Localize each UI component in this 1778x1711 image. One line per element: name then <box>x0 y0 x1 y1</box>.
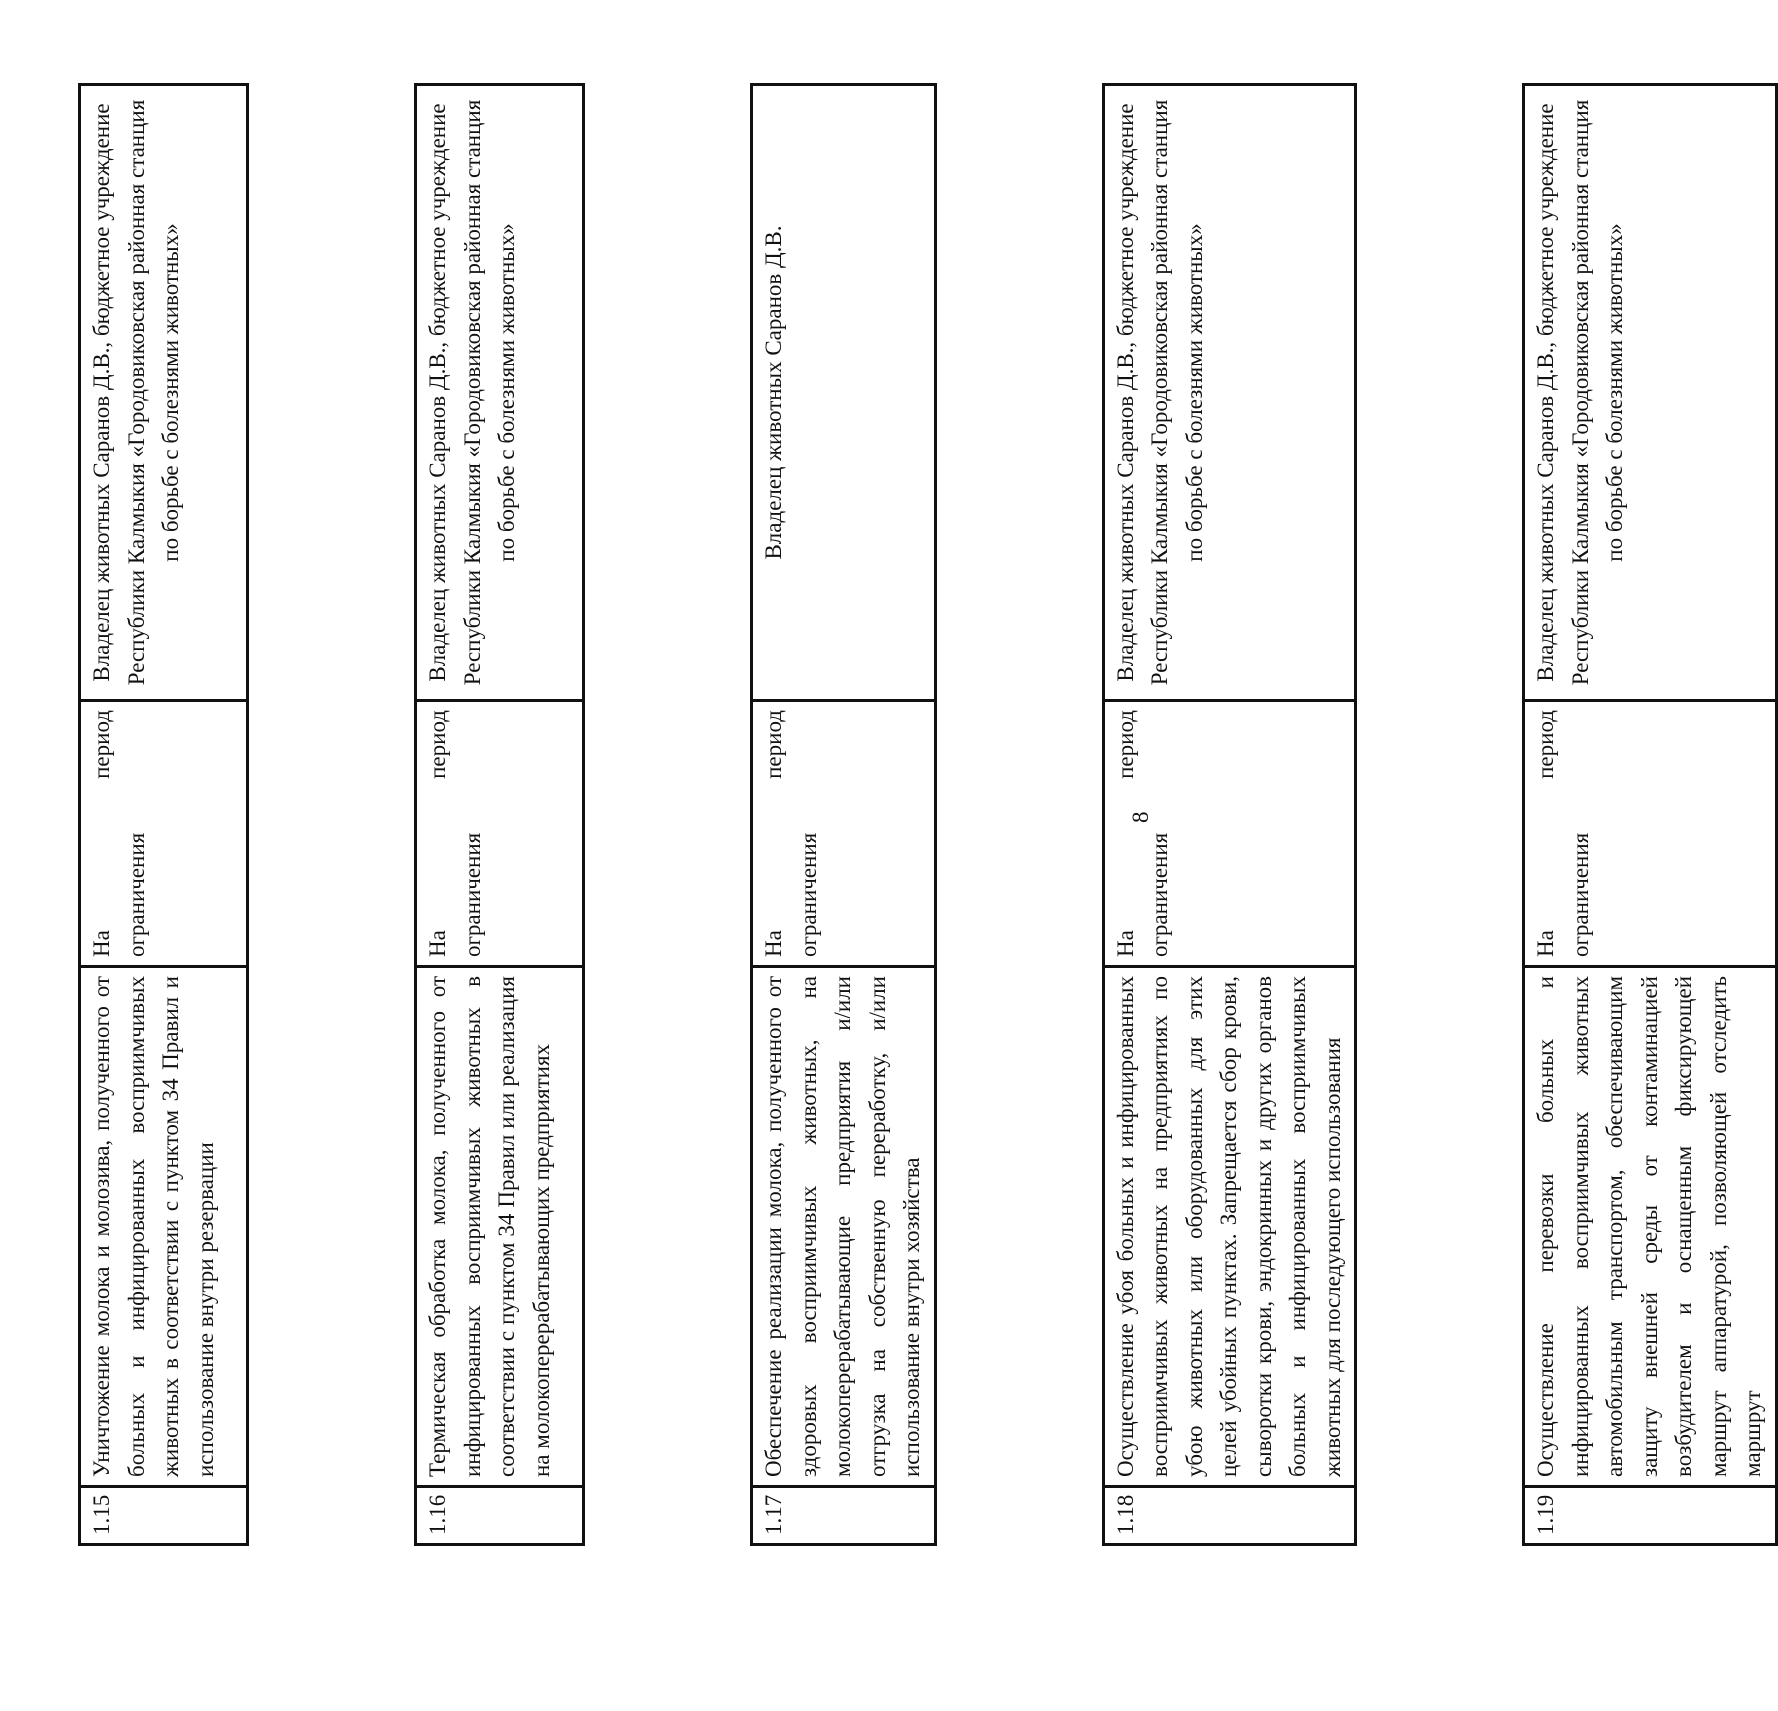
term-word: На <box>425 930 450 957</box>
page-number: 8 <box>1128 811 1153 823</box>
term-word: ограничения <box>1147 832 1172 957</box>
term-word: ограничения <box>459 832 485 957</box>
term-word: На <box>1112 930 1138 957</box>
term-cell <box>752 701 936 967</box>
term-cell <box>1103 701 1356 967</box>
term-word: период <box>761 710 786 779</box>
term-word: На <box>1533 930 1558 957</box>
responsible-text: Владелец животных Саранов Д.В., бюджетное учреждение Республики Калмыкия «Городовиковская районная станция по борьбе с болезнями животных» <box>80 85 248 701</box>
term-word: На <box>761 930 786 957</box>
term-cell <box>416 701 584 967</box>
responsible-text: Владелец животных Саранов Д.В., бюджетное учреждение Республики Калмыкия «Городовиковская районная станция по борьбе с болезнями животных» <box>1103 85 1356 701</box>
term-word: ограничения <box>1567 832 1593 957</box>
row-number: 1.15 <box>80 1487 248 1545</box>
responsible-text: Владелец животных Саранов Д.В., бюджетное учреждение Республики Калмыкия «Городовиковская районная станция по борьбе с болезнями животных» <box>1524 85 1777 701</box>
measures-table <box>78 83 1778 1546</box>
term-word: период <box>89 710 114 779</box>
term-word: период <box>425 710 450 779</box>
action-text: Осуществление убоя больных и инфицированных восприимчивых животных на предприятиях по убою животных или оборудованных для этих целей убойных пунктах. Запрещается сбор крови, сыворотки крови, эндокринных и других органов больных и инфицированных восприимчивых животных для последующего использования <box>1103 967 1356 1487</box>
table-row <box>416 85 584 1545</box>
table-row <box>752 85 936 1545</box>
table-row <box>1524 85 1777 1545</box>
responsible-text: Владелец животных Саранов Д.В. <box>752 85 936 701</box>
row-number: 1.19 <box>1524 1487 1777 1545</box>
row-number: 1.17 <box>752 1487 936 1545</box>
row-number: 1.16 <box>416 1487 584 1545</box>
action-text: Термическая обработка молока, полученного от инфицированных восприимчивых животных в соответствии с пунктом 34 Правил или реализация на молокоперерабатывающих предприятиях <box>416 967 584 1487</box>
action-text: Осуществление перевозки больных и инфицированных восприимчивых животных автомобильным транспортом, обеспечивающим защиту внешней среды от контаминацией возбудителем и оснащенным фиксирующей маршрут аппаратурой, позволяющей отследить маршрут <box>1524 967 1777 1487</box>
term-word: период <box>1533 710 1558 779</box>
term-word: ограничения <box>123 832 149 957</box>
action-text: Обеспечение реализации молока, полученного от здоровых восприимчивых животных, на молокоперерабатывающие предприятия и/или отгрузка на собственную переработку, и/или использование внутри хозяйства <box>752 967 936 1487</box>
term-cell <box>1524 701 1777 967</box>
term-cell <box>80 701 248 967</box>
action-text: Уничтожение молока и молозива, полученного от больных и инфицированных восприимчивых животных в соответствии с пунктом 34 Правил и использование внутри резервации <box>80 967 248 1487</box>
row-number: 1.18 <box>1103 1487 1356 1545</box>
table-row <box>80 85 248 1545</box>
responsible-text: Владелец животных Саранов Д.В., бюджетное учреждение Республики Калмыкия «Городовиковская районная станция по борьбе с болезнями животных» <box>416 85 584 701</box>
term-word: период <box>1112 710 1138 779</box>
term-word: ограничения <box>795 832 821 957</box>
term-word: На <box>89 930 114 957</box>
